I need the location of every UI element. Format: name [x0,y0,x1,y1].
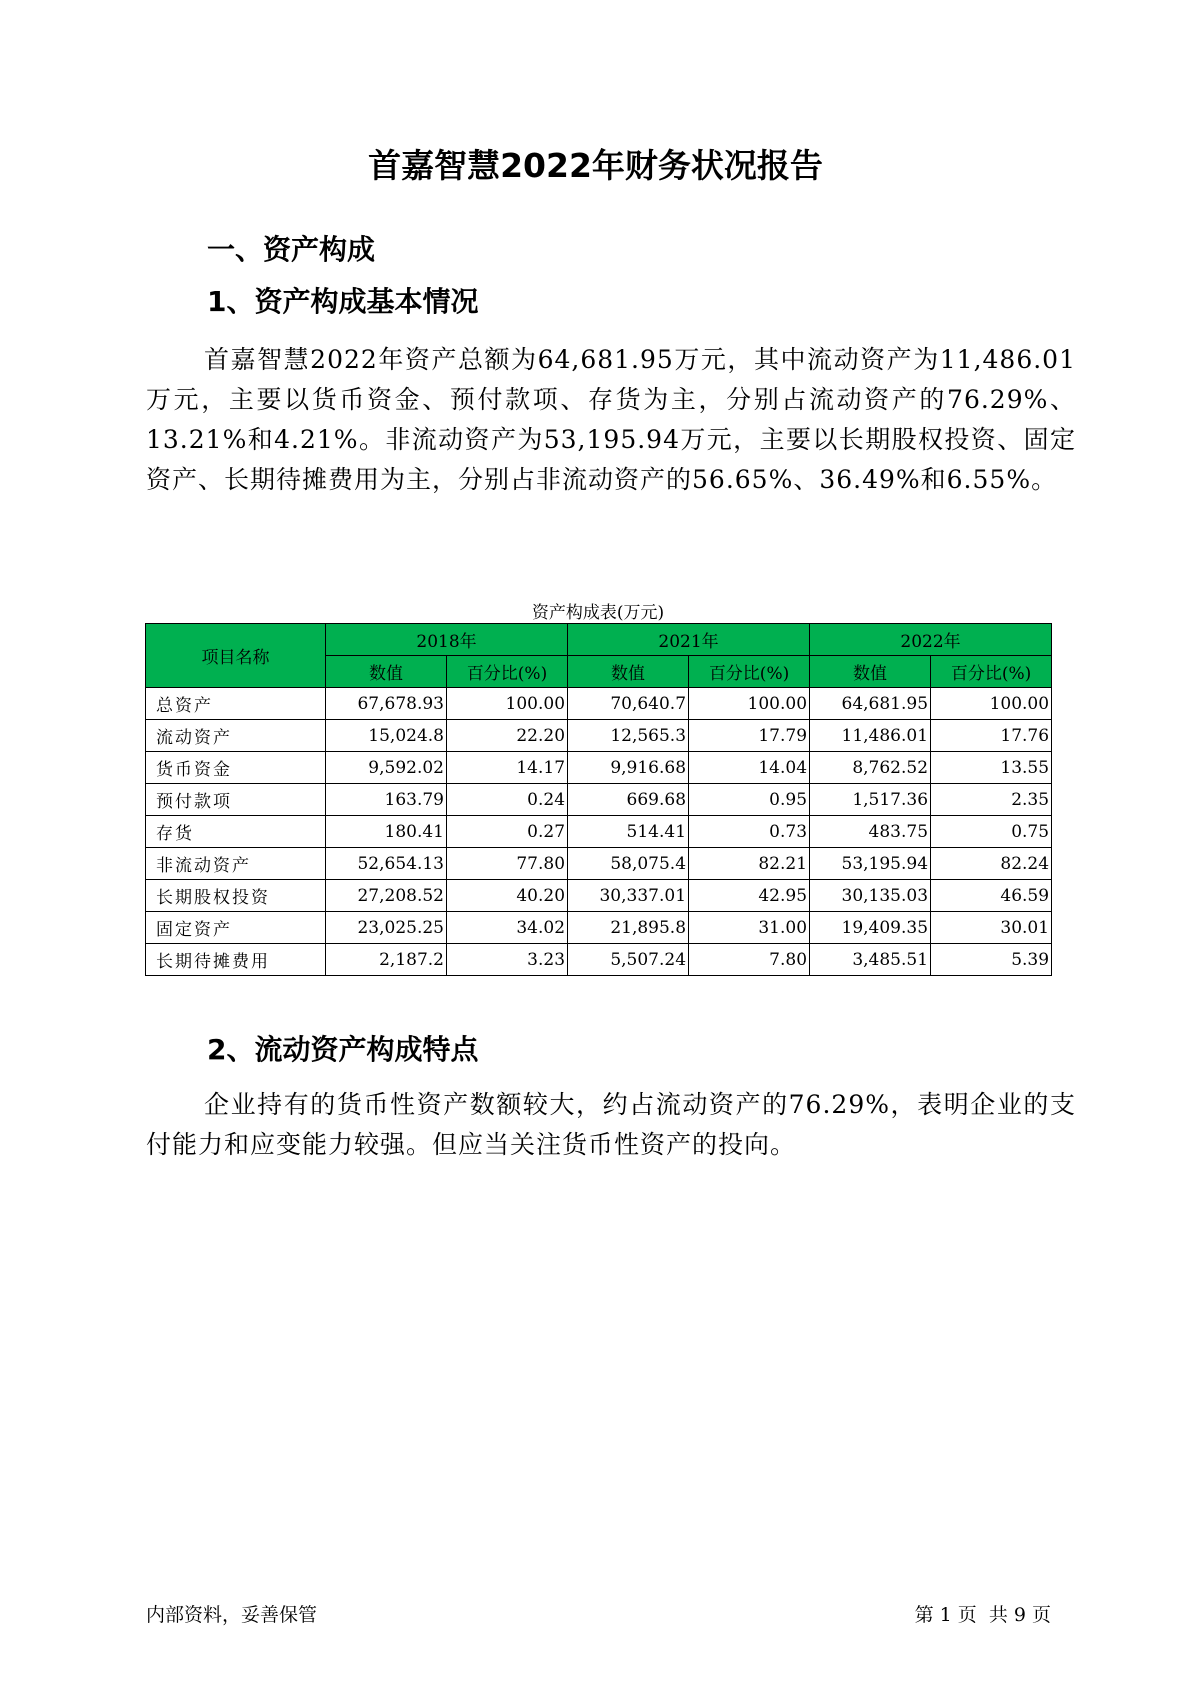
percent-cell: 0.24 [447,784,568,816]
document-title: 首嘉智慧2022年财务状况报告 [368,146,823,185]
value-cell: 70,640.7 [568,688,689,720]
percent-cell: 0.27 [447,816,568,848]
table-row [146,784,1052,816]
value-cell: 53,195.94 [810,848,931,880]
subsection-heading-basic: 1、资产构成基本情况 [207,285,479,318]
asset-composition-table [145,623,1052,976]
percent-cell: 77.80 [447,848,568,880]
value-cell: 30,337.01 [568,880,689,912]
row-label: 总资产 [146,688,326,720]
percent-cell: 17.76 [931,720,1052,752]
row-label: 固定资产 [146,912,326,944]
percent-cell: 100.00 [931,688,1052,720]
percent-cell: 14.17 [447,752,568,784]
value-cell: 8,762.52 [810,752,931,784]
percent-cell: 100.00 [689,688,810,720]
value-cell: 15,024.8 [326,720,447,752]
value-cell: 23,025.25 [326,912,447,944]
header-percent: 百分比(%) [447,656,568,688]
percent-cell: 0.95 [689,784,810,816]
header-value: 数值 [810,656,931,688]
value-cell: 21,895.8 [568,912,689,944]
table-row [146,688,1052,720]
footer-page-number: 第 1 页 共 9 页 [914,1604,1051,1626]
header-value: 数值 [568,656,689,688]
table-row [146,912,1052,944]
value-cell: 27,208.52 [326,880,447,912]
value-cell: 180.41 [326,816,447,848]
header-value: 数值 [326,656,447,688]
percent-cell: 7.80 [689,944,810,976]
value-cell: 64,681.95 [810,688,931,720]
percent-cell: 100.00 [447,688,568,720]
percent-cell: 82.21 [689,848,810,880]
percent-cell: 40.20 [447,880,568,912]
table-row [146,752,1052,784]
row-label: 流动资产 [146,720,326,752]
value-cell: 2,187.2 [326,944,447,976]
row-label: 长期待摊费用 [146,944,326,976]
value-cell: 5,507.24 [568,944,689,976]
row-label: 存货 [146,816,326,848]
row-label: 货币资金 [146,752,326,784]
percent-cell: 17.79 [689,720,810,752]
value-cell: 514.41 [568,816,689,848]
percent-cell: 3.23 [447,944,568,976]
value-cell: 669.68 [568,784,689,816]
percent-cell: 31.00 [689,912,810,944]
value-cell: 163.79 [326,784,447,816]
row-label: 长期股权投资 [146,880,326,912]
percent-cell: 5.39 [931,944,1052,976]
paragraph-basic: 首嘉智慧2022年资产总额为64,681.95万元，其中流动资产为11,486.01万元，主要以货币资金、预付款项、存货为主，分别占流动资产的76.29%、13.21%和4.21%。非流动资产为53,195.94万元，主要以长期股权投资、固定资产、长期待摊费用为主，分别占非流动资产的56.65%、36.49%和6.55%。 [146,345,1076,494]
value-cell: 483.75 [810,816,931,848]
value-cell: 58,075.4 [568,848,689,880]
percent-cell: 22.20 [447,720,568,752]
table-row [146,848,1052,880]
value-cell: 12,565.3 [568,720,689,752]
percent-cell: 46.59 [931,880,1052,912]
percent-cell: 0.73 [689,816,810,848]
paragraph-current-assets: 企业持有的货币性资产数额较大，约占流动资产的76.29%，表明企业的支付能力和应变能力较强。但应当关注货币性资产的投向。 [146,1090,1076,1159]
value-cell: 30,135.03 [810,880,931,912]
value-cell: 11,486.01 [810,720,931,752]
percent-cell: 0.75 [931,816,1052,848]
table-row [146,720,1052,752]
value-cell: 52,654.13 [326,848,447,880]
value-cell: 1,517.36 [810,784,931,816]
table-body [146,688,1052,976]
percent-cell: 2.35 [931,784,1052,816]
header-item-name: 项目名称 [146,624,326,688]
value-cell: 19,409.35 [810,912,931,944]
percent-cell: 82.24 [931,848,1052,880]
header-percent: 百分比(%) [689,656,810,688]
percent-cell: 13.55 [931,752,1052,784]
footer-confidential: 内部资料，妥善保管 [146,1604,318,1626]
percent-cell: 34.02 [447,912,568,944]
row-label: 非流动资产 [146,848,326,880]
table-caption: 资产构成表(万元) [531,603,665,623]
table-row [146,944,1052,976]
value-cell: 9,916.68 [568,752,689,784]
table-row [146,816,1052,848]
value-cell: 67,678.93 [326,688,447,720]
percent-cell: 14.04 [689,752,810,784]
percent-cell: 42.95 [689,880,810,912]
value-cell: 9,592.02 [326,752,447,784]
header-year-2018: 2018年 [326,624,568,656]
subsection-heading-current-assets: 2、流动资产构成特点 [207,1033,479,1066]
value-cell: 3,485.51 [810,944,931,976]
header-percent: 百分比(%) [931,656,1052,688]
row-label: 预付款项 [146,784,326,816]
table-row [146,880,1052,912]
header-year-2021: 2021年 [568,624,810,656]
percent-cell: 30.01 [931,912,1052,944]
header-year-2022: 2022年 [810,624,1052,656]
section-heading-asset-composition: 一、资产构成 [207,233,376,266]
